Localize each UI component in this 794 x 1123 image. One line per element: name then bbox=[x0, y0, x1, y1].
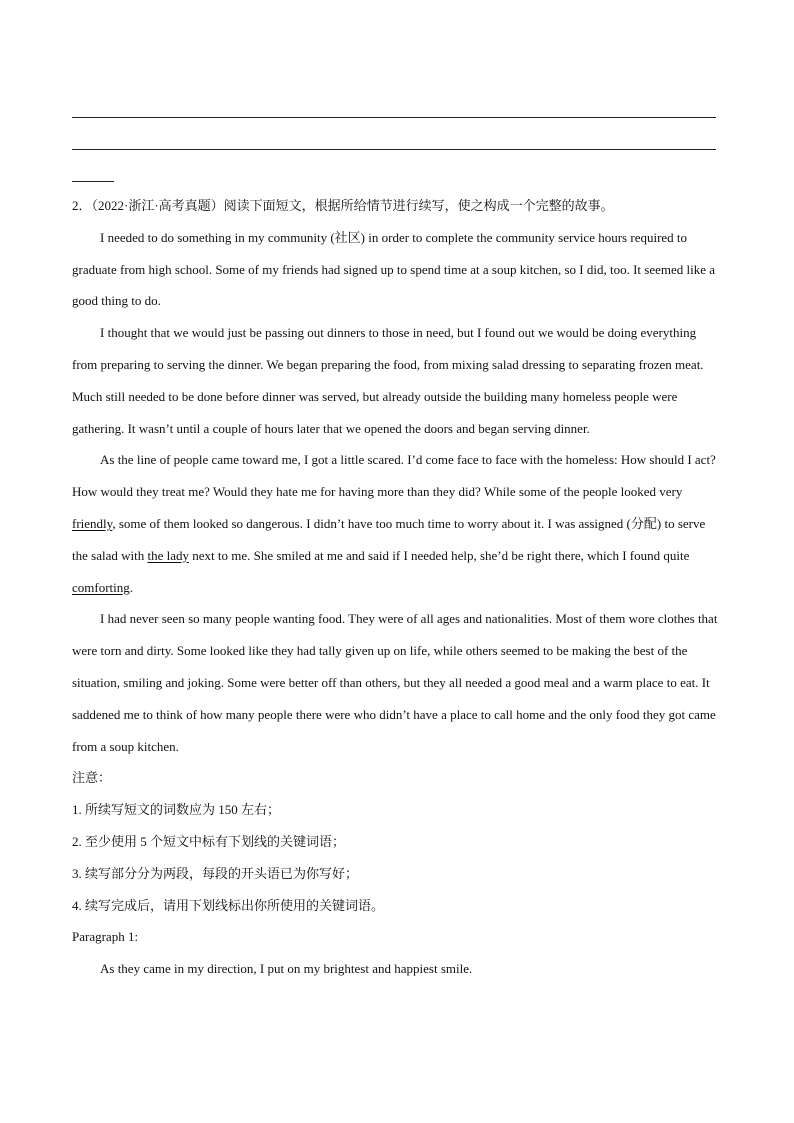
question-header: 2．（2022·浙江·高考真题）阅读下面短文，根据所给情节进行续写，使之构成一个完整的故事。 bbox=[72, 198, 614, 213]
passage-paragraph-1: I needed to do something in my community (社区) in order to complete the community service hours required to graduate from high school. Some of my friends had signed up to spend time at a soup kitchen, so I did, too. It seemed like a good thing to do. bbox=[72, 229, 716, 309]
paragraph-1-opening: As they came in my direction, I put on my brightest and happiest smile. bbox=[100, 961, 473, 977]
note-item-3: 3. 续写部分分为两段，每段的开头语已为你写好； bbox=[72, 865, 359, 881]
p3-text-c: next to me. She smiled at me and said if I needed help, she’d be right there, which I found quite bbox=[188, 547, 690, 563]
note-item-2: 2. 至少使用 5 个短文中标有下划线的关键词语； bbox=[72, 833, 346, 849]
paragraph-1-label: Paragraph 1: bbox=[72, 929, 139, 945]
p3-text-d: . bbox=[129, 579, 134, 595]
note-item-4: 4. 续写完成后，请用下划线标出你所使用的关键词语。 bbox=[72, 897, 385, 913]
notes-label: 注意： bbox=[72, 770, 112, 786]
question-content bbox=[72, 190, 722, 985]
passage-paragraph-2: I thought that we would just be passing out dinners to those in need, but I found out we would be doing everything from preparing to serving the dinner. We began preparing the food, from mixing salad dressing to separating frozen meat. Much still needed to be done before dinner was served, but already outside the building many homeless people were gathering. It wasn’t until a couple of hours later that we opened the doors and began serving dinner. bbox=[72, 325, 704, 436]
answer-line-2 bbox=[72, 149, 716, 150]
keyword-the-lady: the lady bbox=[147, 547, 189, 563]
keyword-friendly: friendly bbox=[72, 515, 113, 531]
p3-text-a: As the line of people came toward me, I got a little scared. I’d come face to face with the homeless: How should I act? How would they treat me? Would they hate me for having more than they did? While some of the people looked very bbox=[72, 452, 716, 500]
keyword-comforting: comforting bbox=[72, 579, 130, 595]
note-item-1: 1. 所续写短文的词数应为 150 左右； bbox=[72, 802, 281, 818]
answer-line-1 bbox=[72, 117, 716, 118]
passage-paragraph-3 bbox=[72, 444, 722, 603]
answer-line-3 bbox=[72, 181, 114, 182]
p3-text-b: , some of them looked so dangerous. I didn’t have too much time to worry about it. I was assigned (分配) to serve the salad with bbox=[72, 515, 706, 563]
passage-paragraph-4: I had never seen so many people wanting food. They were of all ages and nationalities. Most of them wore clothes that were torn and dirty. Some looked like they had tally given up on life, while others seemed to be making the best of the situation, smiling and joking. Some were better off than others, but they all needed a good meal and a warm place to eat. It saddened me to think of how many people there were who didn’t have a place to call home and the only food they got came from a soup kitchen. bbox=[72, 611, 718, 754]
